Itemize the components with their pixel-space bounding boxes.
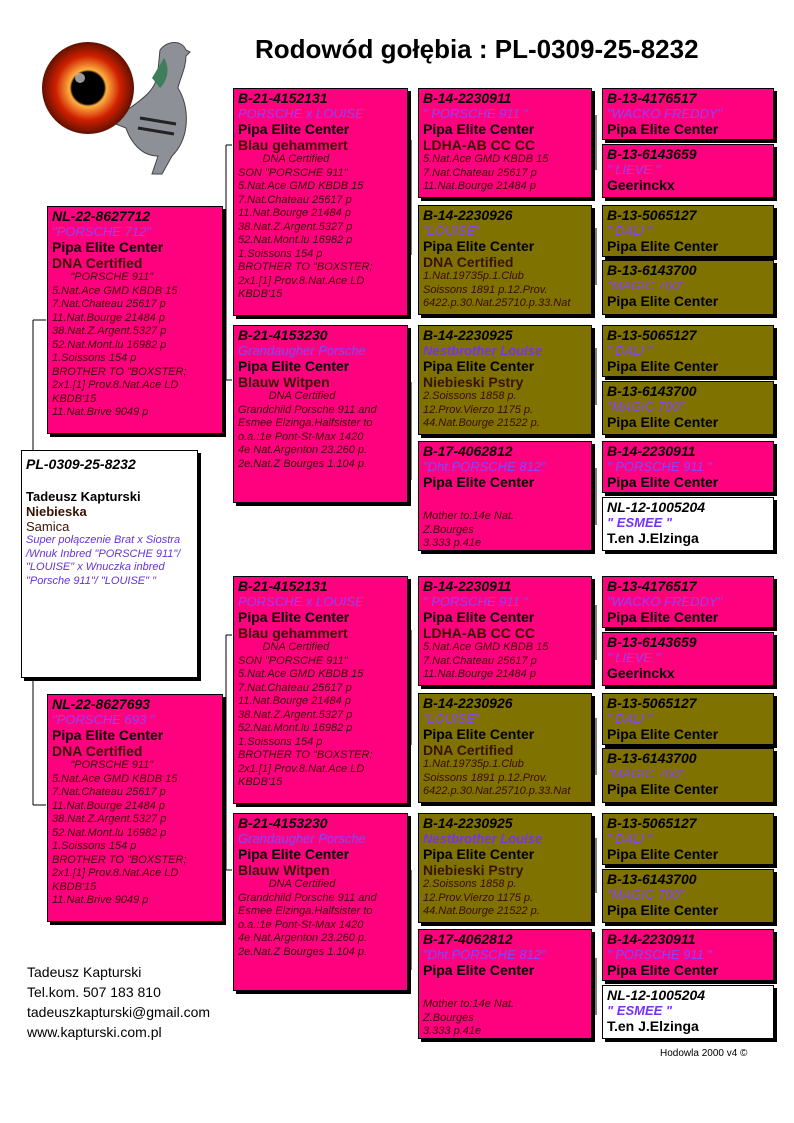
gen4-breeder: T.en J.Elzinga xyxy=(607,1018,699,1034)
gen4-name: "MAGIC 700" xyxy=(607,278,685,293)
great-grandparent-card xyxy=(418,693,592,803)
grandparent-color: Blau gehammert xyxy=(238,137,348,153)
gen4-card xyxy=(602,497,774,551)
gen4-ring: B-13-5065127 xyxy=(607,327,697,343)
gg-color: DNA Certified xyxy=(423,254,514,270)
gg-breeder: Pipa Elite Center xyxy=(423,238,535,254)
great-grandparent-card xyxy=(418,325,592,435)
contact-email[interactable]: tadeuszkapturski@gmail.com xyxy=(27,1004,211,1020)
grandparent-name: Grandaugher Porsche xyxy=(238,831,366,846)
gen4-ring: B-13-5065127 xyxy=(607,695,697,711)
grandparent-name: Grandaugher Porsche xyxy=(238,343,366,358)
pigeon-logo-icon xyxy=(40,28,200,178)
grandparent-ring: B-21-4153230 xyxy=(238,815,328,831)
grandparent-note: DNA Certified SON "PORSCHE 911" 5.Nat.Ace GMD KBDB 15 7.Nat.Chateau 25617 p 11.Nat.Bourge 21484 p 38.Nat.Z.Argent.5327 p 52.Nat.Mont.lu 16982 p 1.Soissons 154 p BROTHER TO "BOXSTER; 2x1.[1] Prov.8.Nat.Ace LD KBDB'15 xyxy=(238,641,373,788)
grandparent-card xyxy=(233,576,408,804)
subject-sex: Samica xyxy=(26,519,70,534)
gen4-card xyxy=(602,260,774,315)
grandparent-breeder: Pipa Elite Center xyxy=(238,846,350,862)
gen4-name: " DALI " xyxy=(607,831,653,846)
gen4-ring: B-13-6143700 xyxy=(607,871,697,887)
subject-ring: PL-0309-25-8232 xyxy=(26,456,136,472)
gen4-card xyxy=(602,632,774,686)
gen4-breeder: T.en J.Elzinga xyxy=(607,530,699,546)
gen4-ring: B-13-4176517 xyxy=(607,90,697,106)
gen4-ring: NL-12-1005204 xyxy=(607,987,706,1003)
gg-ring: B-14-2230911 xyxy=(423,578,512,594)
gen4-name: "MAGIC 700" xyxy=(607,399,685,414)
gg-name: "Dht.PORSCHE 812" xyxy=(423,459,546,474)
contact-website[interactable]: www.kapturski.com.pl xyxy=(27,1024,162,1040)
grandparent-card xyxy=(233,325,408,503)
gen4-ring: B-14-2230911 xyxy=(607,931,696,947)
gg-name: "LOUISE" xyxy=(423,223,480,238)
dam-dna: DNA Certified xyxy=(52,743,143,759)
sire-breeder: Pipa Elite Center xyxy=(52,239,164,255)
page-title: Rodowód gołębia : PL-0309-25-8232 xyxy=(255,34,699,64)
grandparent-breeder: Pipa Elite Center xyxy=(238,121,350,137)
great-grandparent-card xyxy=(418,929,592,1039)
contact-name: Tadeusz Kapturski xyxy=(27,964,142,980)
gg-ring: B-17-4062812 xyxy=(423,443,513,459)
grandparent-ring: B-21-4153230 xyxy=(238,327,328,343)
gen4-breeder: Pipa Elite Center xyxy=(607,781,719,797)
gg-breeder: Pipa Elite Center xyxy=(423,609,535,625)
gg-color: Niebieski Pstry xyxy=(423,374,524,390)
gen4-breeder: Pipa Elite Center xyxy=(607,726,719,742)
gen4-breeder: Pipa Elite Center xyxy=(607,358,719,374)
gg-name: Nestbrother Louise xyxy=(423,343,543,358)
gg-color: DNA Certified xyxy=(423,742,514,758)
dam-name: "PORSCHE 693 " xyxy=(52,712,155,727)
gen4-card xyxy=(602,813,774,865)
gen4-ring: B-14-2230911 xyxy=(607,443,696,459)
great-grandparent-card xyxy=(418,576,592,686)
subject-owner: Tadeusz Kapturski xyxy=(26,489,141,504)
gen4-breeder: Geerinckx xyxy=(607,177,675,193)
gen4-breeder: Pipa Elite Center xyxy=(607,902,719,918)
sire-name: "PORSCHE 712" xyxy=(52,224,151,239)
sire-card xyxy=(47,206,223,434)
gen4-ring: B-13-4176517 xyxy=(607,578,697,594)
grandparent-card xyxy=(233,813,408,991)
gen4-card xyxy=(602,693,774,745)
gg-note: 2.Soissons 1858 p. 12.Prov.Vierzo 1175 p. 44.Nat.Bourge 21522 p. xyxy=(423,878,540,917)
grandparent-card xyxy=(233,88,408,316)
contact-phone: Tel.kom. 507 183 810 xyxy=(27,984,161,1000)
gen4-breeder: Pipa Elite Center xyxy=(607,962,719,978)
gen4-breeder: Pipa Elite Center xyxy=(607,846,719,862)
gg-name: "Dht.PORSCHE 812" xyxy=(423,947,546,962)
gen4-ring: B-13-5065127 xyxy=(607,815,697,831)
gg-ring: B-14-2230926 xyxy=(423,695,513,711)
gen4-card xyxy=(602,88,774,140)
dam-ring: NL-22-8627693 xyxy=(52,696,151,712)
gen4-card xyxy=(602,576,774,628)
gg-note: 5.Nat.Ace GMD KBDB 15 7.Nat.Chateau 25617 p 11.Nat.Bourge 21484 p xyxy=(423,153,549,192)
gen4-ring: NL-12-1005204 xyxy=(607,499,706,515)
gg-ring: B-14-2230925 xyxy=(423,815,513,831)
grandparent-note: DNA Certified SON "PORSCHE 911" 5.Nat.Ace GMD KBDB 15 7.Nat.Chateau 25617 p 11.Nat.Bourge 21484 p 38.Nat.Z.Argent.5327 p 52.Nat.Mont.lu 16982 p 1.Soissons 154 p BROTHER TO "BOXSTER; 2x1.[1] Prov.8.Nat.Ace LD KBDB'15 xyxy=(238,153,373,300)
gen4-name: " LIEVE " xyxy=(607,650,661,665)
grandparent-color: Blau gehammert xyxy=(238,625,348,641)
grandparent-color: Blauw Witpen xyxy=(238,374,330,390)
gen4-breeder: Pipa Elite Center xyxy=(607,238,719,254)
gen4-name: "WACKO FREDDY" xyxy=(607,106,723,121)
grandparent-ring: B-21-4152131 xyxy=(238,578,328,594)
gg-breeder: Pipa Elite Center xyxy=(423,846,535,862)
dam-note: "PORSCHE 911" 5.Nat.Ace GMD KBDB 15 7.Nat.Chateau 25617 p 11.Nat.Bourge 21484 p 38.Nat.Z.Argent.5327 p 52.Nat.Mont.lu 16982 p 1.Soissons 154 p BROTHER TO "BOXSTER; 2x1.[1] Prov.8.Nat.Ace LD KBDB'15 11.Nat.Brive 9049 p xyxy=(52,759,187,906)
gen4-card xyxy=(602,144,774,198)
gen4-ring: B-13-6143700 xyxy=(607,750,697,766)
gg-ring: B-14-2230926 xyxy=(423,207,513,223)
gen4-name: " DALI " xyxy=(607,223,653,238)
grandparent-name: PORSCHE x LOUISE xyxy=(238,594,364,609)
gen4-breeder: Pipa Elite Center xyxy=(607,293,719,309)
gg-breeder: Pipa Elite Center xyxy=(423,962,535,978)
gg-ring: B-14-2230925 xyxy=(423,327,513,343)
gen4-name: "MAGIC 700" xyxy=(607,887,685,902)
gg-breeder: Pipa Elite Center xyxy=(423,121,535,137)
gg-breeder: Pipa Elite Center xyxy=(423,474,535,490)
gg-name: " PORSCHE 911 " xyxy=(423,106,529,121)
gen4-name: " PORSCHE 911 " xyxy=(607,947,713,962)
gen4-ring: B-13-6143659 xyxy=(607,634,697,650)
gen4-card xyxy=(602,929,774,981)
gg-color: LDHA-AB CC CC xyxy=(423,625,535,641)
gen4-card xyxy=(602,205,774,257)
dam-breeder: Pipa Elite Center xyxy=(52,727,164,743)
grandparent-breeder: Pipa Elite Center xyxy=(238,609,350,625)
gen4-card xyxy=(602,381,774,435)
gen4-name: "WACKO FREDDY" xyxy=(607,594,723,609)
great-grandparent-card xyxy=(418,88,592,198)
subject-color: Niebieska xyxy=(26,504,87,519)
gen4-breeder: Geerinckx xyxy=(607,665,675,681)
subject-note: Super połączenie Brat x Siostra /Wnuk Inbred "PORSCHE 911"/ "LOUISE" x Wnuczka inbred "Porsche 911"/ "LOUISE" " xyxy=(26,534,184,587)
dam-card xyxy=(47,694,223,922)
gg-note: 5.Nat.Ace GMD KBDB 15 7.Nat.Chateau 25617 p 11.Nat.Bourge 21484 p xyxy=(423,641,549,680)
gg-color: LDHA-AB CC CC xyxy=(423,137,535,153)
gen4-card xyxy=(602,985,774,1039)
gen4-breeder: Pipa Elite Center xyxy=(607,474,719,490)
gg-breeder: Pipa Elite Center xyxy=(423,726,535,742)
footer-credit: Hodowla 2000 v4 © xyxy=(660,1048,748,1059)
gen4-breeder: Pipa Elite Center xyxy=(607,121,719,137)
grandparent-breeder: Pipa Elite Center xyxy=(238,358,350,374)
gen4-ring: B-13-6143700 xyxy=(607,383,697,399)
gg-name: "LOUISE" xyxy=(423,711,480,726)
gen4-card xyxy=(602,325,774,377)
gg-breeder: Pipa Elite Center xyxy=(423,358,535,374)
gg-note: 2.Soissons 1858 p. 12.Prov.Vierzo 1175 p. 44.Nat.Bourge 21522 p. xyxy=(423,390,540,429)
gen4-ring: B-13-6143700 xyxy=(607,262,697,278)
gen4-name: " ESMEE " xyxy=(607,1003,673,1018)
great-grandparent-card xyxy=(418,205,592,315)
gen4-breeder: Pipa Elite Center xyxy=(607,609,719,625)
subject-card xyxy=(21,450,198,678)
gen4-name: " PORSCHE 911 " xyxy=(607,459,713,474)
gen4-name: " DALI " xyxy=(607,343,653,358)
gg-ring: B-17-4062812 xyxy=(423,931,513,947)
gen4-card xyxy=(602,869,774,923)
gen4-ring: B-13-6143659 xyxy=(607,146,697,162)
gg-color: Niebieski Pstry xyxy=(423,862,524,878)
grandparent-name: PORSCHE x LOUISE xyxy=(238,106,364,121)
gg-note: Mother to:14e Nat. Z.Bourges 3.333 p.41e xyxy=(423,998,515,1037)
gen4-name: "MAGIC 700" xyxy=(607,766,685,781)
grandparent-color: Blauw Witpen xyxy=(238,862,330,878)
contact-block xyxy=(27,962,210,1042)
gen4-card xyxy=(602,748,774,803)
sire-note: "PORSCHE 911" 5.Nat.Ace GMD KBDB 15 7.Nat.Chateau 25617 p 11.Nat.Bourge 21484 p 38.Nat.Z.Argent.5327 p 52.Nat.Mont.lu 16982 p 1.Soissons 154 p BROTHER TO "BOXSTER; 2x1.[1] Prov.8.Nat.Ace LD KBDB'15 11.Nat.Brive 9049 p xyxy=(52,271,187,418)
sire-dna: DNA Certified xyxy=(52,255,143,271)
gen4-breeder: Pipa Elite Center xyxy=(607,414,719,430)
great-grandparent-card xyxy=(418,441,592,551)
sire-ring: NL-22-8627712 xyxy=(52,208,151,224)
gg-note: Mother to:14e Nat. Z.Bourges 3.333 p.41e xyxy=(423,510,515,549)
gen4-ring: B-13-5065127 xyxy=(607,207,697,223)
gg-ring: B-14-2230911 xyxy=(423,90,512,106)
gg-note: 1.Nat.19735p.1.Club Soissons 1891 p.12.Prov. 6422.p.30.Nat.25710.p.33.Nat xyxy=(423,270,571,309)
grandparent-note: DNA Certified Grandchild Porsche 911 and Esmee Elzinga.Halfsister to o.a.:1e Pont-St-Max 1420 4e Nat.Argenton 23.260 p. 2e.Nat.Z Bourges 1.104 p. xyxy=(238,390,377,470)
gen4-name: " ESMEE " xyxy=(607,515,673,530)
gen4-name: " DALI " xyxy=(607,711,653,726)
gen4-card xyxy=(602,441,774,493)
grandparent-ring: B-21-4152131 xyxy=(238,90,328,106)
gg-name: " PORSCHE 911 " xyxy=(423,594,529,609)
gg-note: 1.Nat.19735p.1.Club Soissons 1891 p.12.Prov. 6422.p.30.Nat.25710.p.33.Nat xyxy=(423,758,571,797)
gg-name: Nestbrother Louise xyxy=(423,831,543,846)
great-grandparent-card xyxy=(418,813,592,923)
gen4-name: " LIEVE " xyxy=(607,162,661,177)
grandparent-note: DNA Certified Grandchild Porsche 911 and Esmee Elzinga.Halfsister to o.a.:1e Pont-St-Max 1420 4e Nat.Argenton 23.260 p. 2e.Nat.Z Bourges 1.104 p. xyxy=(238,878,377,958)
